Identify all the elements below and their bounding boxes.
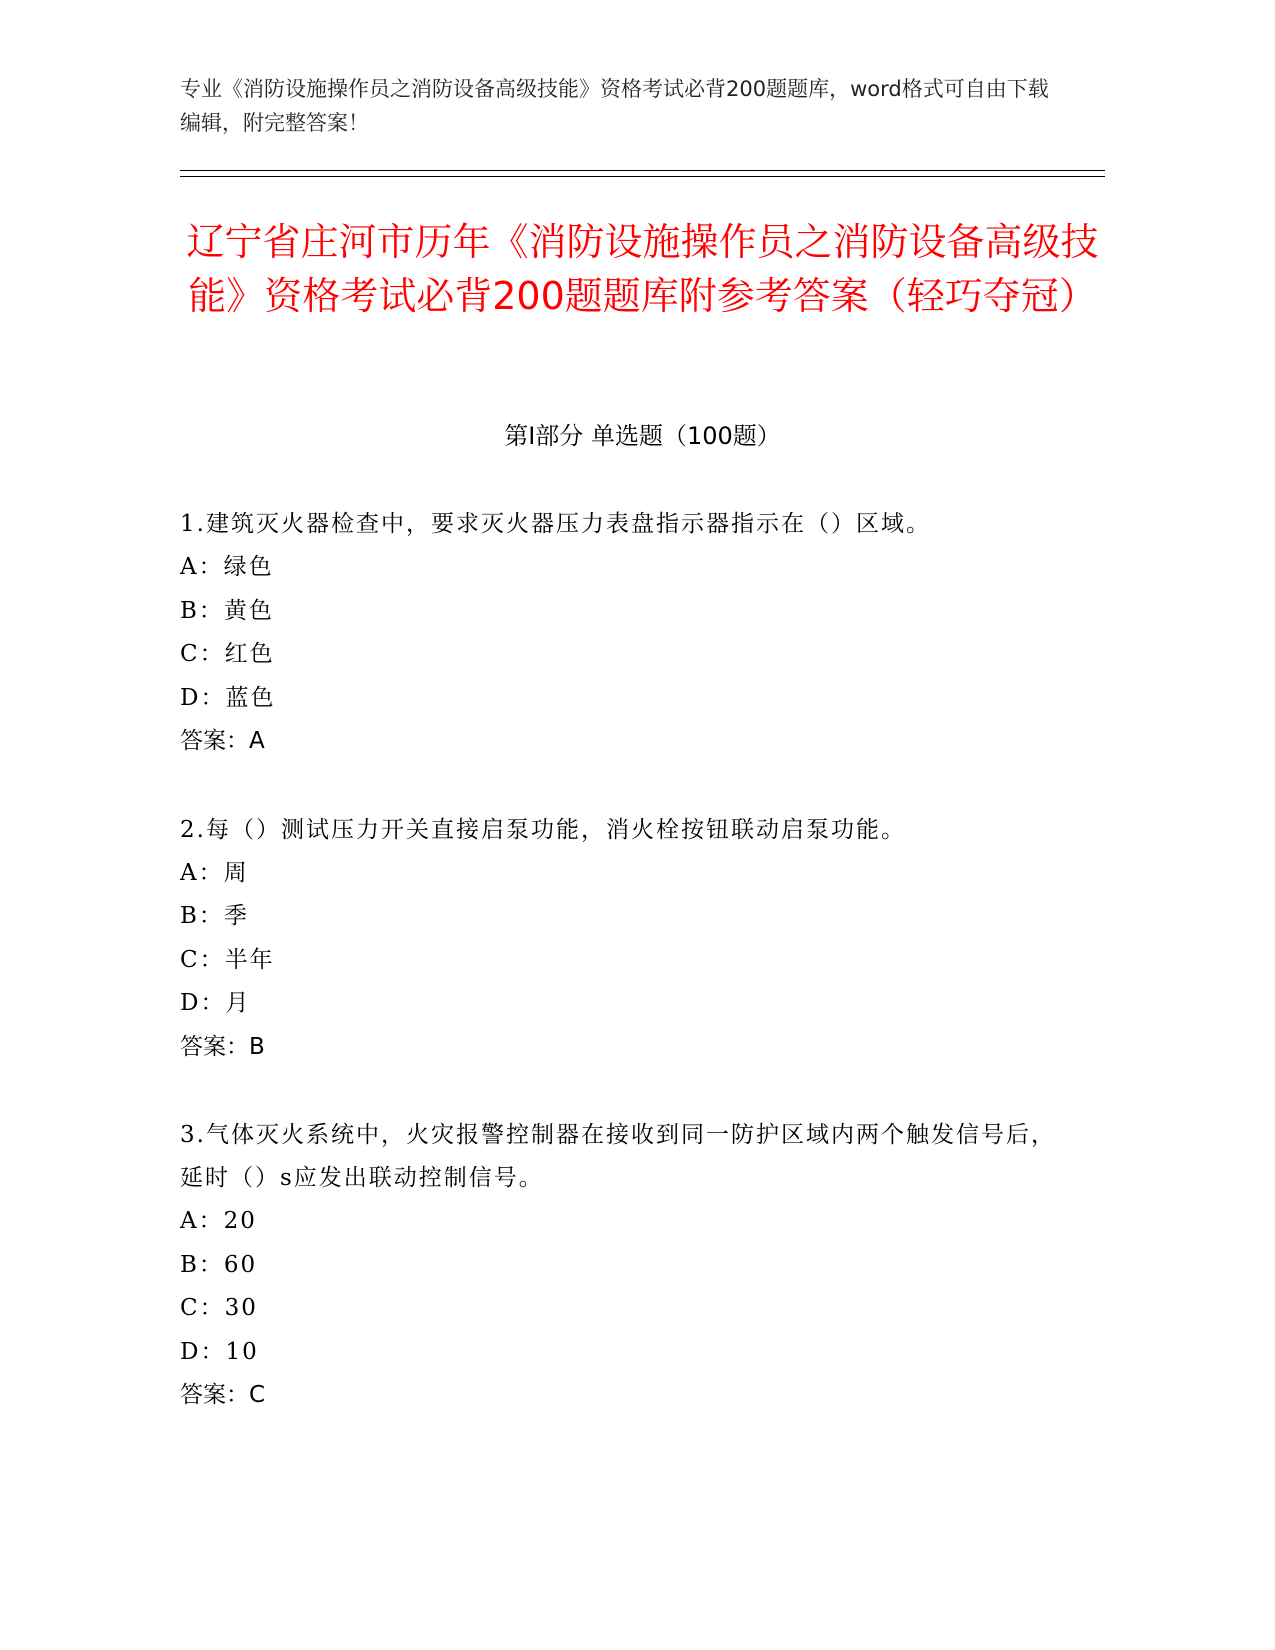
question-stem: 3.气体灭火系统中，火灾报警控制器在接收到同一防护区域内两个触发信号后，延时（）s应发出联动控制信号。 [180,1122,1056,1191]
option-d: D：月 [180,990,251,1016]
option-b: B：60 [180,1251,258,1278]
option-c: C：30 [180,1295,258,1321]
section-heading: 第Ⅰ部分 单选题（100题） [504,422,781,450]
option-a: A：周 [180,859,249,886]
option-a: A：20 [180,1208,257,1234]
question-stem: 1.建筑灭火器检查中，要求灭火器压力表盘指示器指示在（）区域。 [180,511,931,537]
answer: 答案：B [180,1033,265,1060]
header-note: 专业《消防设施操作员之消防设备高级技能》资格考试必背200题题库，word格式可自由下载编辑，附完整答案！ [180,77,1049,135]
answer: 答案：C [180,1382,266,1408]
header-divider-bottom [180,176,1105,177]
option-b: B：季 [180,903,249,929]
option-a: A：绿色 [180,554,274,580]
option-c: C：半年 [180,946,275,973]
header-divider-top [180,170,1105,171]
question-list [180,503,1060,1463]
question-2 [180,809,1060,1070]
answer: 答案：A [180,728,265,754]
option-b: B：黄色 [180,597,274,624]
option-d: D：10 [180,1338,259,1365]
document-title: 辽宁省庄河市历年《消防设施操作员之消防设备高级技能》资格考试必背200题题库附参考答案（轻巧夺冠） [186,220,1099,318]
option-d: D：蓝色 [180,684,276,711]
question-1 [180,503,1060,764]
question-stem: 2.每（）测试压力开关直接启泵功能，消火栓按钮联动启泵功能。 [180,816,906,843]
question-3 [180,1114,1060,1418]
option-c: C：红色 [180,641,275,667]
